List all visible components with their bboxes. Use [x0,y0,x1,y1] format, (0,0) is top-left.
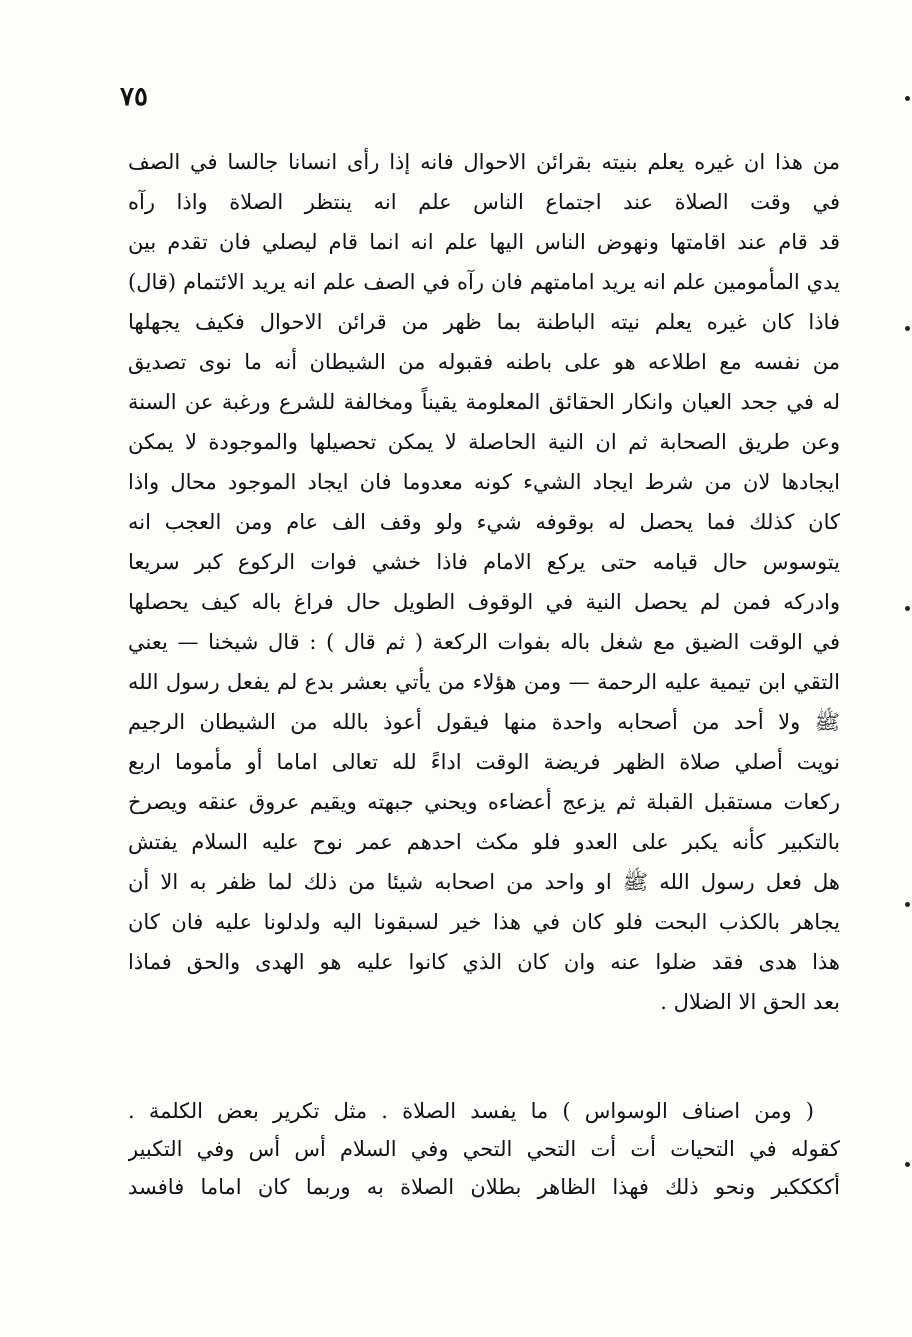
text-line: كقوله في التحيات أت أت التحي التحي وفي السلام أس أس وفي التكبير [128,1137,840,1161]
text-line: في وقت الصلاة عند اجتماع الناس علم انه ينتظر الصلاة واذا رآه [128,190,840,214]
text-line: ايجادها لان من شرط ايجاد الشيء كونه معدوما فان ايجاد الموجود محال واذا [128,470,840,494]
text-line: وادركه فمن لم يحصل النية في الوقوف الطويل حال فراغ باله كيف يحصلها [128,590,840,614]
text-line: هذا هدى فقد ضلوا عنه وان كان الذي كانوا عليه هو الهدى والحق فماذا [128,950,840,974]
text-line: بعد الحق الا الضلال . [660,990,840,1014]
text-line: ركعات مستقبل القبلة ثم يزعج أعضاءه ويحني جبهته ويقيم عروق عنقه ويصرخ [128,790,840,814]
text-line: وعن طريق الصحابة ثم ان النية الحاصلة لا يمكن تحصيلها والموجودة لا يمكن [128,430,840,454]
page-number: ٧٥ [120,82,148,112]
text-line: أككككبر ونحو ذلك فهذا الظاهر بطلان الصلاة به وربما كان اماما فافسد [128,1175,840,1199]
text-line: قد قام عند اقامتها ونهوض الناس اليها علم انه انما قام ليصلي فان تقدم بين [128,230,840,254]
scan-edge-mark [905,1162,910,1167]
text-line: يدي المأمومين علم انه يريد امامتهم فان رآه في الصف علم انه يريد الائتمام (قال) [128,270,840,294]
paragraph-second [128,1092,840,1206]
text-line: كان كذلك فما يحصل له بوقوفه شيء ولو وقف الف عام ومن العجب انه [128,510,840,534]
scan-edge-mark [905,96,910,101]
text-line: من هذا ان غيره يعلم بنيته بقرائن الاحوال فانه إذا رأى انسانا جالسا في الصف [128,150,840,174]
text-line: ﷺ ولا أحد من أصحابه واحدة منها فيقول أعوذ بالله من الشيطان الرجيم [128,710,840,734]
text-line: فاذا كان غيره يعلم نيته الباطنة بما ظهر من قرائن الاحوال فكيف يجهلها [128,310,840,334]
text-line: هل فعل رسول الله ﷺ او واحد من اصحابه شيئا من ذلك لما ظفر به الا أن [128,870,840,894]
text-line: نويت أصلي صلاة الظهر فريضة الوقت اداءً لله تعالى اماما أو مأموما اربع [128,750,840,774]
scan-edge-mark [905,606,910,611]
text-line: يتوسوس حال قيامه حتى يركع الامام فاذا خشي فوات الركوع كبر سريعا [128,550,840,574]
text-line: يجاهر بالكذب البحت فلو كان في هذا خير لسبقونا اليه ولدلونا عليه فان كان [128,910,840,934]
text-line: له في جحد العيان وانكار الحقائق المعلومة يقيناً ومخالفة للشرع ورغبة عن السنة [128,390,840,414]
text-line: التقي ابن تيمية عليه الرحمة — ومن هؤلاء من يأتي بعشر بدع لم يفعل رسول الله [128,670,840,694]
scan-edge-mark [905,326,910,331]
paragraph-main [128,142,840,1022]
text-line: بالتكبير كأنه يكبر على العدو فلو مكث احدهم عمر نوح عليه السلام يفتش [128,830,840,854]
text-line: ( ومن اصناف الوسواس ) ما يفسد الصلاة . مثل تكرير بعض الكلمة . [128,1099,814,1123]
text-line: في الوقت الضيق مع شغل باله بفوات الركعة ( ثم قال ) : قال شيخنا — يعني [128,630,840,654]
text-line: من نفسه مع اطلاعه هو على باطنه فقبوله من الشيطان أنه ما نوى تصديق [128,350,840,374]
scan-edge-mark [905,902,910,907]
